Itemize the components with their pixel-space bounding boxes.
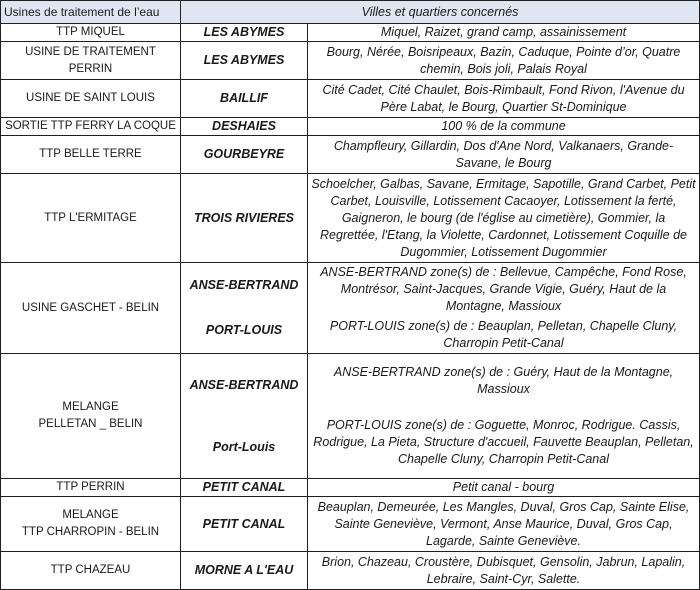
header-row	[1, 1, 700, 24]
plant-name: TTP PERRIN	[1, 479, 181, 497]
table-row	[1, 552, 700, 590]
plant-name	[1, 497, 181, 552]
plant-name: TTP CHAZEAU	[1, 552, 181, 590]
area-stack	[308, 354, 700, 479]
plant-name: TTP MIQUEL	[1, 24, 181, 42]
table-row	[1, 42, 700, 80]
town-name: BAILLIF	[181, 80, 308, 118]
town-name: MORNE A L'EAU	[181, 552, 308, 590]
town-name: PETIT CANAL	[181, 497, 308, 552]
table-row	[1, 24, 700, 42]
town-name: LES ABYMES	[181, 42, 308, 80]
table-row	[1, 136, 700, 174]
area-list: PORT-LOUIS zone(s) de : Goguette, Monroc, Rodrigue. Cassis, Rodrigue, La Pieta, Structure d'accueil, Fauvette Beauplan, Pelletan, Chapelle Cluny, Charropin Petit-Canal	[313, 418, 694, 467]
plant-name: USINE GASCHET - BELIN	[1, 263, 181, 354]
plant-name: SORTIE TTP FERRY LA COQUE	[1, 118, 181, 136]
area-list: PORT-LOUIS zone(s) de : Beauplan, Pelletan, Chapelle Cluny, Charropin Petit-Canal	[329, 318, 678, 350]
header-areas: Villes et quartiers concernés	[181, 1, 700, 24]
town-name: PORT-LOUIS	[205, 323, 283, 337]
plant-name	[1, 354, 181, 479]
area-list: Schoelcher, Galbas, Savane, Ermitage, Sapotille, Grand Carbet, Petit Carbet, Louisville, Lotissement Cacaoyer, Lotissement la ferté, Gaigneron, le bourg (de l'église au cimetière), Gommier, la Regrettée, l'Etang, la Violette, Cardonnet, Lotissement Coquille de Dugommier, Lotissement Dugommier	[308, 174, 700, 263]
plant-name: TTP L'ERMITAGE	[1, 174, 181, 263]
area-list: Miquel, Raizet, grand camp, assainissement	[308, 24, 700, 42]
area-list: Brion, Chazeau, Croustère, Dubisquet, Gensolin, Jabrun, Lapalin, Lebraire, Saint-Cyr, Salette.	[308, 552, 700, 590]
town-name: DESHAIES	[181, 118, 308, 136]
area-list: ANSE-BERTRAND zone(s) de : Bellevue, Campêche, Fond Rose, Montrésor, Saint-Jacques, Grande Vigie, Guéry, Haut de la Montagne, Massioux	[320, 265, 687, 314]
town-name: ANSE-BERTRAND	[189, 377, 299, 392]
plant-name: USINE DE TRAITEMENT PERRIN	[1, 42, 181, 80]
town-name: ANSE-BERTRAND	[189, 278, 299, 292]
plant-line: TTP CHARROPIN - BELIN	[21, 526, 160, 538]
table-row	[1, 263, 700, 354]
area-stack	[308, 263, 700, 354]
area-list: Petit canal - bourg	[308, 479, 700, 497]
town-name: GOURBEYRE	[181, 136, 308, 174]
table-row	[1, 118, 700, 136]
town-name: Port-Louis	[212, 439, 276, 454]
table-row	[1, 479, 700, 497]
table-row	[1, 497, 700, 552]
area-list: 100 % de la commune	[308, 118, 700, 136]
area-list: Champfleury, Gillardin, Dos d'Ane Nord, Valkanaers, Grande-Savane, le Bourg	[308, 136, 700, 174]
town-name: PETIT CANAL	[181, 479, 308, 497]
table-row	[1, 174, 700, 263]
town-stack	[181, 354, 308, 479]
table-row	[1, 80, 700, 118]
plant-name: TTP BELLE TERRE	[1, 136, 181, 174]
table-row	[1, 354, 700, 479]
plant-line: MELANGE	[62, 401, 119, 413]
town-name: LES ABYMES	[181, 24, 308, 42]
area-list: Beauplan, Demeurée, Les Mangles, Duval, Gros Cap, Sainte Elise, Sainte Geneviève, Vermont, Anse Maurice, Duval, Gros Cap, Lagarde, Sainte Geneviève.	[308, 497, 700, 552]
area-list: Cité Cadet, Cité Chaulet, Bois-Rimbault, Fond Rivon, l'Avenue du Père Labat, le Bourg, Quartier St-Dominique	[308, 80, 700, 118]
town-stack	[181, 263, 308, 354]
plant-line: MELANGE	[62, 509, 119, 521]
area-list: ANSE-BERTRAND zone(s) de : Guéry, Haut de la Montagne, Massioux	[333, 364, 674, 396]
area-list: Bourg, Nérée, Boisripeaux, Bazin, Caduque, Pointe d’or, Quatre chemin, Bois joli, Palais Royal	[308, 42, 700, 80]
plant-line: PELLETAN _ BELIN	[38, 418, 143, 430]
town-name: TROIS RIVIERES	[181, 174, 308, 263]
plant-name: USINE DE SAINT LOUIS	[1, 80, 181, 118]
header-plants: Usines de traitement de l’eau	[1, 1, 181, 24]
